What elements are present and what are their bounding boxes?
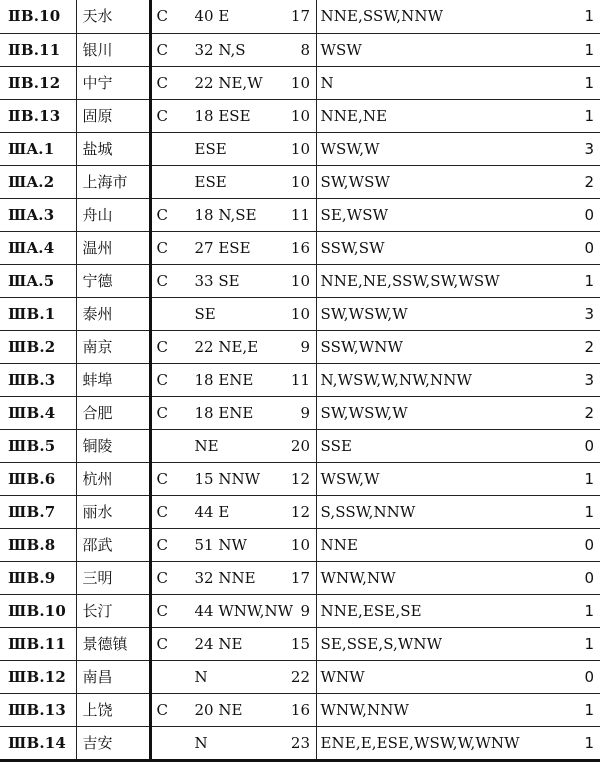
station-code-cell: ⅢB.4 (0, 396, 76, 429)
prevailing-wind-cell (150, 660, 314, 693)
wind-speed-value: 9 (300, 601, 310, 620)
table-row (0, 561, 600, 594)
calm-prefix: C (156, 7, 168, 26)
count-value: 3 (584, 304, 594, 323)
prevailing-wind-cell (150, 396, 314, 429)
secondary-directions-cell: ENE,E,ESE,WSW,W,WNW (316, 726, 548, 760)
count-value: 0 (584, 238, 594, 257)
count-cell (548, 660, 600, 693)
station-name-cell: 宁德 (76, 264, 150, 297)
table-row (0, 429, 600, 462)
calm-prefix: C (156, 205, 168, 224)
station-name-cell: 吉安 (76, 726, 150, 760)
wind-speed-value: 17 (290, 568, 310, 587)
station-name-cell: 南昌 (76, 660, 150, 693)
count-value: 2 (584, 172, 594, 191)
count-cell (548, 528, 600, 561)
table-row (0, 264, 600, 297)
wind-speed-value: 11 (290, 370, 310, 389)
prevailing-wind-cell (150, 66, 314, 99)
station-code-cell: ⅢB.11 (0, 627, 76, 660)
count-value: 0 (584, 205, 594, 224)
wind-direction-value: 22 NE,W (194, 73, 263, 92)
wind-speed-value: 11 (290, 205, 310, 224)
count-cell (548, 594, 600, 627)
station-code-cell: ⅢA.5 (0, 264, 76, 297)
count-cell (548, 627, 600, 660)
wind-direction-value: 18 N,SE (194, 205, 257, 224)
wind-speed-value: 10 (290, 139, 310, 158)
station-code-cell: ⅢB.1 (0, 297, 76, 330)
wind-speed-value: 9 (300, 337, 310, 356)
count-value: 0 (584, 667, 594, 686)
wind-direction-value: 40 E (194, 7, 230, 26)
count-cell (548, 0, 600, 33)
count-cell (548, 198, 600, 231)
secondary-directions-cell: S,SSW,NNW (316, 495, 548, 528)
station-code-cell: ⅢA.4 (0, 231, 76, 264)
calm-prefix: C (156, 271, 168, 290)
count-cell (548, 231, 600, 264)
count-cell (548, 99, 600, 132)
station-code-cell: ⅢB.3 (0, 363, 76, 396)
wind-direction-value: N (194, 733, 208, 752)
count-value: 0 (584, 535, 594, 554)
prevailing-wind-cell (150, 693, 314, 726)
wind-direction-value: 32 N,S (194, 40, 246, 59)
table-row (0, 627, 600, 660)
table-row (0, 231, 600, 264)
calm-prefix: C (156, 403, 168, 422)
calm-prefix: C (156, 73, 168, 92)
count-cell (548, 693, 600, 726)
wind-direction-value: NE (194, 436, 219, 455)
secondary-directions-cell: SSE (316, 429, 548, 462)
calm-prefix: C (156, 601, 168, 620)
count-value: 3 (584, 139, 594, 158)
count-cell (548, 264, 600, 297)
station-code-cell: ⅢB.2 (0, 330, 76, 363)
wind-speed-value: 12 (290, 469, 310, 488)
prevailing-wind-cell (150, 495, 314, 528)
secondary-directions-cell: SE,WSW (316, 198, 548, 231)
table-row (0, 594, 600, 627)
secondary-directions-cell: SW,WSW (316, 165, 548, 198)
table-row (0, 396, 600, 429)
station-name-cell: 南京 (76, 330, 150, 363)
count-cell (548, 726, 600, 760)
count-value: 2 (584, 403, 594, 422)
station-code-cell: ⅢA.2 (0, 165, 76, 198)
wind-speed-value: 10 (290, 73, 310, 92)
wind-speed-value: 10 (290, 172, 310, 191)
table-row (0, 99, 600, 132)
calm-prefix: C (156, 568, 168, 587)
count-cell (548, 429, 600, 462)
prevailing-wind-cell (150, 429, 314, 462)
prevailing-wind-cell (150, 561, 314, 594)
station-code-cell: ⅢB.13 (0, 693, 76, 726)
wind-speed-value: 10 (290, 106, 310, 125)
wind-direction-value: 27 ESE (194, 238, 251, 257)
wind-direction-value: 18 ENE (194, 403, 254, 422)
table-row (0, 297, 600, 330)
count-cell (548, 297, 600, 330)
station-name-cell: 上饶 (76, 693, 150, 726)
wind-direction-value: ESE (194, 139, 227, 158)
station-code-cell: ⅢB.9 (0, 561, 76, 594)
secondary-directions-cell: SSW,SW (316, 231, 548, 264)
table-row (0, 198, 600, 231)
station-code-cell: ⅡB.10 (0, 0, 76, 33)
wind-speed-value: 17 (290, 7, 310, 25)
secondary-directions-cell: WSW,W (316, 132, 548, 165)
wind-speed-value: 12 (290, 502, 310, 521)
table-row (0, 132, 600, 165)
secondary-directions-cell: NNE (316, 528, 548, 561)
station-name-cell: 杭州 (76, 462, 150, 495)
table-row (0, 693, 600, 726)
count-cell (548, 363, 600, 396)
count-cell (548, 495, 600, 528)
wind-direction-value: 24 NE (194, 634, 243, 653)
secondary-directions-cell: SW,WSW,W (316, 297, 548, 330)
calm-prefix: C (156, 535, 168, 554)
count-value: 1 (584, 601, 594, 620)
calm-prefix: C (156, 469, 168, 488)
prevailing-wind-cell (150, 363, 314, 396)
calm-prefix: C (156, 106, 168, 125)
station-code-cell: ⅡB.11 (0, 33, 76, 66)
station-name-cell: 蚌埠 (76, 363, 150, 396)
count-value: 1 (584, 40, 594, 59)
station-code-cell: ⅢB.12 (0, 660, 76, 693)
count-cell (548, 165, 600, 198)
station-name-cell: 盐城 (76, 132, 150, 165)
wind-speed-value: 9 (300, 403, 310, 422)
prevailing-wind-cell (150, 33, 314, 66)
station-name-cell: 邵武 (76, 528, 150, 561)
wind-speed-value: 23 (290, 733, 310, 752)
count-value: 1 (584, 7, 594, 26)
secondary-directions-cell: SSW,WNW (316, 330, 548, 363)
station-name-cell: 温州 (76, 231, 150, 264)
count-value: 1 (584, 73, 594, 92)
station-name-cell: 泰州 (76, 297, 150, 330)
count-value: 1 (584, 700, 594, 719)
prevailing-wind-cell (150, 198, 314, 231)
wind-speed-value: 15 (290, 634, 310, 653)
station-code-cell: ⅢA.1 (0, 132, 76, 165)
secondary-directions-cell: WSW,W (316, 462, 548, 495)
secondary-directions-cell: WNW,NW (316, 561, 548, 594)
prevailing-wind-cell (150, 297, 314, 330)
calm-prefix: C (156, 238, 168, 257)
prevailing-wind-cell (150, 231, 314, 264)
wind-direction-value: 32 NNE (194, 568, 256, 587)
prevailing-wind-cell (150, 528, 314, 561)
station-name-cell: 天水 (76, 0, 150, 33)
count-value: 0 (584, 568, 594, 587)
secondary-directions-cell: NNE,ESE,SE (316, 594, 548, 627)
secondary-directions-cell: NNE,NE,SSW,SW,WSW (316, 264, 548, 297)
calm-prefix: C (156, 634, 168, 653)
table-row (0, 0, 600, 33)
wind-direction-value: 20 NE (194, 700, 243, 719)
wind-direction-value: 22 NE,E (194, 337, 259, 356)
secondary-directions-cell: SE,SSE,S,WNW (316, 627, 548, 660)
station-code-cell: ⅢB.8 (0, 528, 76, 561)
wind-speed-value: 22 (290, 667, 310, 686)
wind-speed-value: 10 (290, 271, 310, 290)
prevailing-wind-cell (150, 132, 314, 165)
table-row (0, 726, 600, 760)
calm-prefix: C (156, 700, 168, 719)
count-value: 1 (584, 271, 594, 290)
table-row (0, 528, 600, 561)
secondary-directions-cell: NNE,NE (316, 99, 548, 132)
table-row (0, 33, 600, 66)
prevailing-wind-cell (150, 0, 314, 33)
station-code-cell: ⅢB.14 (0, 726, 76, 760)
count-cell (548, 330, 600, 363)
station-name-cell: 长汀 (76, 594, 150, 627)
wind-direction-value: 44 E (194, 502, 230, 521)
count-cell (548, 33, 600, 66)
station-name-cell: 上海市 (76, 165, 150, 198)
station-name-cell: 舟山 (76, 198, 150, 231)
secondary-directions-cell: NNE,SSW,NNW (316, 0, 548, 33)
station-code-cell: ⅢB.10 (0, 594, 76, 627)
wind-speed-value: 16 (290, 700, 310, 719)
wind-speed-value: 10 (290, 304, 310, 323)
count-cell (548, 396, 600, 429)
wind-speed-value: 10 (290, 535, 310, 554)
table-row (0, 495, 600, 528)
count-value: 1 (584, 106, 594, 125)
count-value: 1 (584, 634, 594, 653)
prevailing-wind-cell (150, 264, 314, 297)
count-value: 2 (584, 337, 594, 356)
secondary-directions-cell: WNW,NNW (316, 693, 548, 726)
station-name-cell: 固原 (76, 99, 150, 132)
count-value: 1 (584, 502, 594, 521)
count-value: 1 (584, 733, 594, 752)
prevailing-wind-cell (150, 99, 314, 132)
station-code-cell: ⅡB.13 (0, 99, 76, 132)
wind-speed-value: 20 (290, 436, 310, 455)
secondary-directions-cell: N,WSW,W,NW,NNW (316, 363, 548, 396)
station-name-cell: 景德镇 (76, 627, 150, 660)
wind-direction-value: ESE (194, 172, 227, 191)
wind-direction-value: 18 ESE (194, 106, 251, 125)
secondary-directions-cell: WSW (316, 33, 548, 66)
count-value: 0 (584, 436, 594, 455)
prevailing-wind-cell (150, 627, 314, 660)
prevailing-wind-cell (150, 594, 314, 627)
table-row (0, 363, 600, 396)
wind-direction-value: 15 NNW (194, 469, 261, 488)
count-cell (548, 462, 600, 495)
prevailing-wind-cell (150, 165, 314, 198)
wind-speed-value: 8 (300, 40, 310, 59)
count-cell (548, 561, 600, 594)
wind-speed-value: 16 (290, 238, 310, 257)
secondary-directions-cell: SW,WSW,W (316, 396, 548, 429)
calm-prefix: C (156, 370, 168, 389)
table-row (0, 66, 600, 99)
station-code-cell: ⅢB.6 (0, 462, 76, 495)
station-code-cell: ⅢB.5 (0, 429, 76, 462)
station-name-cell: 中宁 (76, 66, 150, 99)
table-row (0, 330, 600, 363)
station-name-cell: 合肥 (76, 396, 150, 429)
count-cell (548, 66, 600, 99)
station-code-cell: ⅡB.12 (0, 66, 76, 99)
station-code-cell: ⅢB.7 (0, 495, 76, 528)
station-name-cell: 银川 (76, 33, 150, 66)
wind-direction-value: 18 ENE (194, 370, 254, 389)
table-row (0, 462, 600, 495)
station-name-cell: 铜陵 (76, 429, 150, 462)
calm-prefix: C (156, 502, 168, 521)
wind-direction-value: SE (194, 304, 216, 323)
count-cell (548, 132, 600, 165)
secondary-directions-cell: WNW (316, 660, 548, 693)
station-name-cell: 三明 (76, 561, 150, 594)
wind-direction-value: 33 SE (194, 271, 240, 290)
wind-direction-value: N (194, 667, 208, 686)
count-value: 3 (584, 370, 594, 389)
wind-direction-value: 51 NW (194, 535, 247, 554)
station-code-cell: ⅢA.3 (0, 198, 76, 231)
table-row (0, 660, 600, 693)
calm-prefix: C (156, 40, 168, 59)
secondary-directions-cell: N (316, 66, 548, 99)
station-name-cell: 丽水 (76, 495, 150, 528)
prevailing-wind-cell (150, 330, 314, 363)
count-value: 1 (584, 469, 594, 488)
prevailing-wind-cell (150, 726, 314, 760)
calm-prefix: C (156, 337, 168, 356)
wind-direction-value: 44 WNW,NW (194, 601, 294, 620)
table-row (0, 165, 600, 198)
prevailing-wind-cell (150, 462, 314, 495)
